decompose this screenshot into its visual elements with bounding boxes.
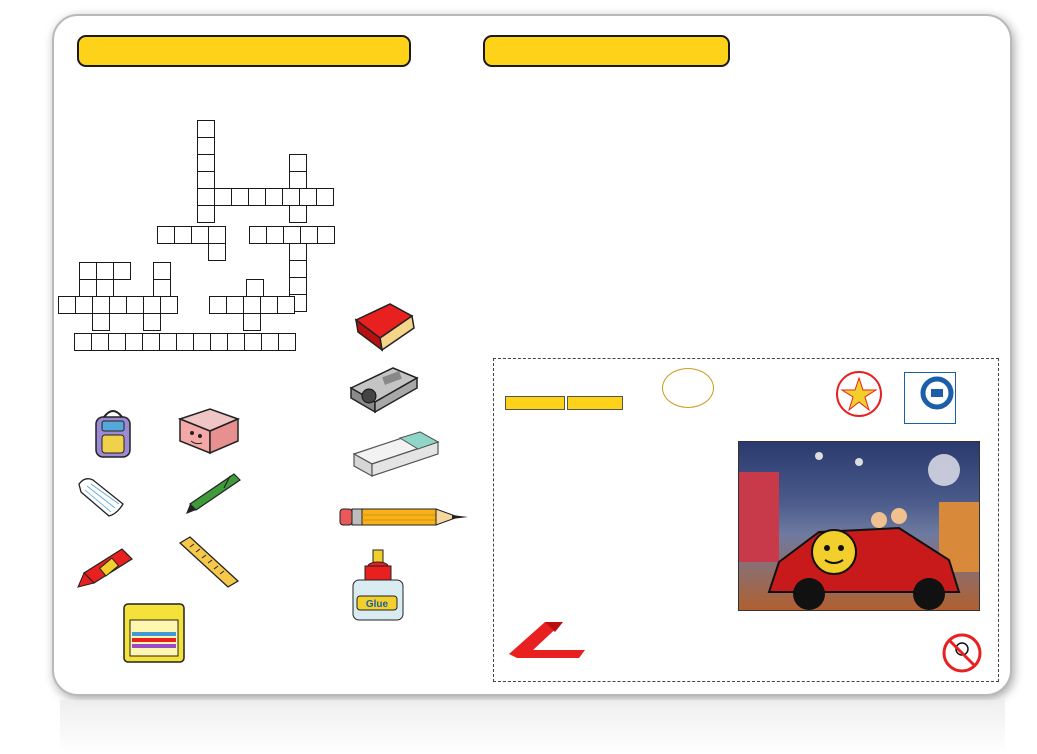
crossword-cell	[246, 279, 264, 297]
matchstick-triangle-figure	[530, 202, 680, 347]
paper-icon	[75, 472, 127, 529]
crossword-cell	[289, 243, 307, 261]
crossword-cell	[231, 188, 249, 206]
crossword-cell	[157, 226, 175, 244]
crossword-cell	[316, 188, 334, 206]
crossword-cell	[197, 154, 215, 172]
crossword-cell	[153, 262, 171, 280]
crossword-cell	[91, 333, 109, 351]
crossword-cell	[289, 260, 307, 278]
size-badge	[505, 396, 565, 410]
crossword-cell	[75, 296, 93, 314]
crossword-cell	[197, 120, 215, 138]
age-warning-icon	[941, 632, 983, 674]
crossword-cell	[174, 226, 192, 244]
crossword-cell	[248, 188, 266, 206]
matchstick-title	[483, 35, 730, 67]
matchstick-pyramid-figure	[770, 192, 930, 351]
crossword-cell	[282, 188, 300, 206]
crossword-cell	[289, 154, 307, 172]
crossword-cell	[289, 277, 307, 295]
crossword-cell	[289, 171, 307, 189]
crossword-cell	[243, 313, 261, 331]
barcode-image	[503, 495, 627, 533]
crossword-cell	[125, 333, 143, 351]
crossword-cell	[226, 296, 244, 314]
crossword-cell	[108, 333, 126, 351]
crossword-cell	[209, 296, 227, 314]
crossword-cell	[243, 296, 261, 314]
crossword-cell	[159, 333, 177, 351]
crossword-cell	[113, 262, 131, 280]
crossword-cell	[176, 333, 194, 351]
crossword-cell	[126, 296, 144, 314]
floor-puzzle-badge	[662, 368, 714, 408]
crossword-cell	[244, 333, 262, 351]
crossword-cell	[193, 333, 211, 351]
crossword-cell	[96, 262, 114, 280]
crossword-cell	[260, 296, 278, 314]
crossword-cell	[227, 333, 245, 351]
crossword-cell	[283, 226, 301, 244]
crossword-cell	[300, 226, 318, 244]
crossword-cell	[191, 226, 209, 244]
sharpener-icon	[345, 360, 423, 420]
svg-text:Glue: Glue	[365, 599, 389, 610]
crossword-cell	[289, 205, 307, 223]
crossword-cell	[79, 279, 97, 297]
crossword-cell	[58, 296, 76, 314]
quacert-badge	[904, 372, 956, 424]
crossword-cell	[197, 188, 215, 206]
crossword-cell	[153, 279, 171, 297]
pencil-case-icon	[120, 600, 188, 671]
crayon-icon	[72, 545, 136, 596]
glue-icon	[343, 548, 413, 638]
crossword-cell	[277, 296, 295, 314]
crossword-cell	[214, 188, 232, 206]
crossword-cell	[317, 226, 335, 244]
crossword-cell	[208, 226, 226, 244]
crossword-cell	[109, 296, 127, 314]
crossword-cell	[299, 188, 317, 206]
crossword-cell	[143, 313, 161, 331]
crossword-cell	[79, 262, 97, 280]
crossword-title	[77, 35, 411, 67]
eraser-icon	[350, 298, 420, 358]
crossword-cell	[143, 296, 161, 314]
one-piece-illustration	[738, 441, 980, 611]
white-eraser-icon	[350, 428, 442, 485]
pencil-icon	[338, 504, 470, 535]
crossword-cell	[210, 333, 228, 351]
crossword-cell	[249, 226, 267, 244]
crossword-cell	[142, 333, 160, 351]
pen-icon	[180, 470, 244, 521]
crossword-cell	[266, 226, 284, 244]
book-icon	[176, 405, 242, 462]
crossword-cell	[208, 243, 226, 261]
crossword-cell	[96, 279, 114, 297]
crossword-cell	[197, 205, 215, 223]
pieces-badge	[567, 396, 623, 410]
board-reflection	[60, 700, 1005, 754]
crossword-cell	[92, 313, 110, 331]
crossword-cell	[265, 188, 283, 206]
crossword-cell	[74, 333, 92, 351]
ruler-icon	[176, 533, 242, 596]
vietnam-quality-badge	[826, 370, 892, 418]
backpack-icon	[92, 405, 136, 468]
crossword-cell	[197, 137, 215, 155]
crossword-cell	[92, 296, 110, 314]
crossword-cell	[197, 171, 215, 189]
crossword-cell	[261, 333, 279, 351]
tiasang-logo	[505, 620, 591, 676]
crossword-cell	[278, 333, 296, 351]
crossword-cell	[160, 296, 178, 314]
